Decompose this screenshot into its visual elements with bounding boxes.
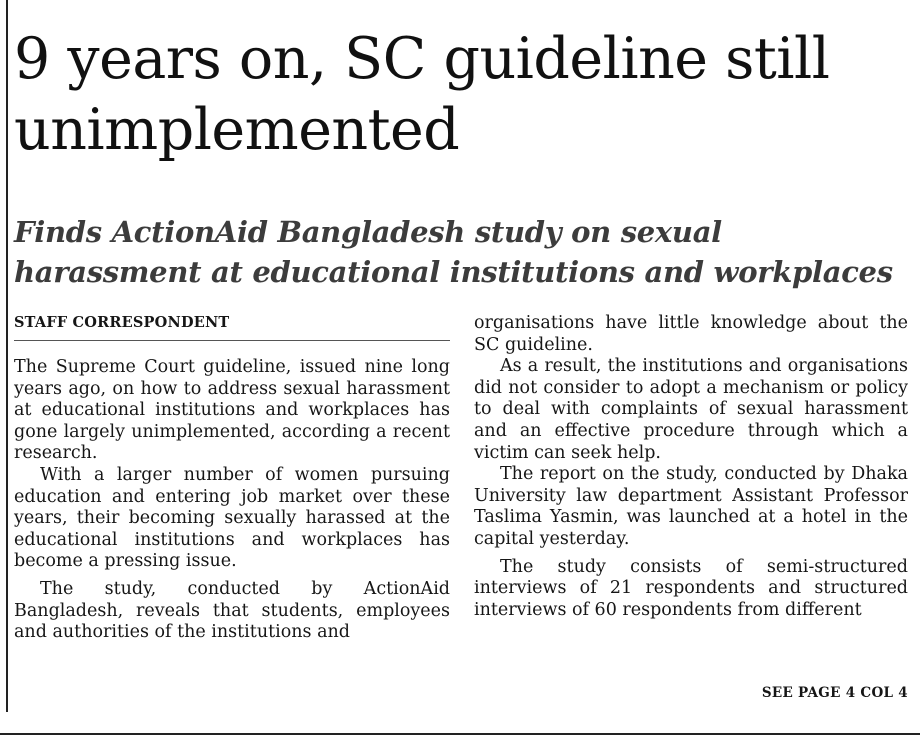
paragraph: The study consists of semi-structured interviews of 21 respondents and structured interviews of 60 respondents from different: [474, 556, 908, 620]
byline: STAFF CORRESPONDENT: [14, 314, 230, 331]
paragraph: The report on the study, conducted by Dhaka University law department Assistant Professor Taslima Yasmin, was launched at a hotel in the capital yesterday.: [474, 464, 908, 549]
byline-rule: [14, 340, 450, 341]
left-column-rule: [6, 0, 8, 712]
paragraph: With a larger number of women pursuing education and entering job market over these years, their becoming sexually harassed at the educational institutions and workplaces has become a pressing issue.: [14, 464, 450, 572]
paragraph: The Supreme Court guideline, issued nine long years ago, on how to address sexual harassment at educational institutions and workplaces has gone largely unimplemented, according a recent research.: [14, 357, 450, 464]
paragraph: As a result, the institutions and organisations did not consider to adopt a mechanism or policy to deal with complaints of sexual harassment and an effective procedure through which a victim can seek help.: [474, 356, 908, 463]
body-column-2: [474, 313, 908, 621]
paragraph: The study, conducted by ActionAid Bangladesh, reveals that students, employees and authorities of the institutions and: [14, 578, 450, 643]
bottom-rule: [0, 733, 920, 735]
deck-subheadline: Finds ActionAid Bangladesh study on sexual harassment at educational institutions and workplaces: [14, 215, 893, 289]
body-column-1: [14, 357, 450, 644]
headline: 9 years on, SC guideline still unimplemented: [14, 26, 830, 163]
continued-jump-line: SEE PAGE 4 COL 4: [761, 685, 908, 701]
paragraph: organisations have little knowledge about the SC guideline.: [474, 313, 908, 355]
